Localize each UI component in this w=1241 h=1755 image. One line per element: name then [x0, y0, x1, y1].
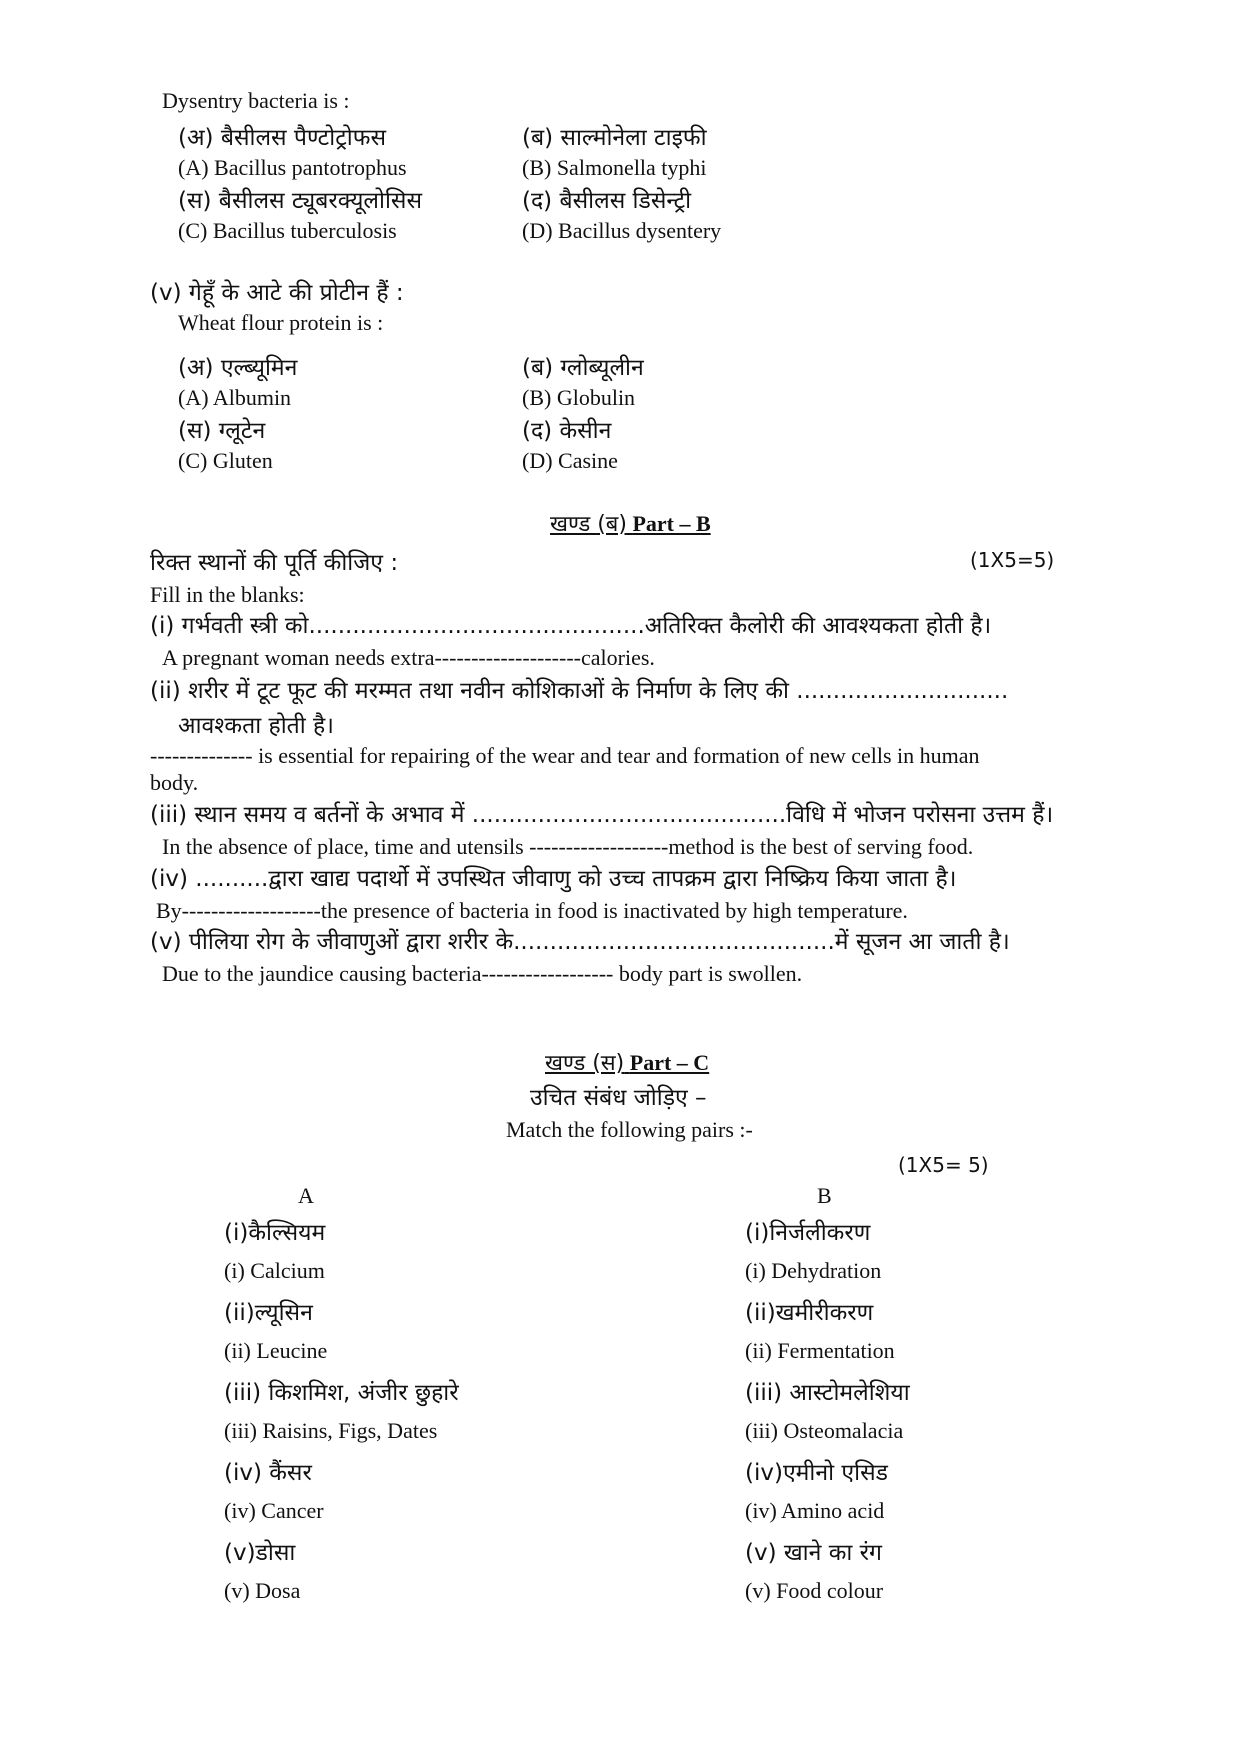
col-b-item-1-hi: (i)निर्जलीकरण: [745, 1220, 871, 1246]
part-b-heading: [550, 508, 711, 538]
col-b-item-1-en: (i) Dehydration: [745, 1258, 882, 1283]
q4-option-c-en: (C) Bacillus tuberculosis: [178, 218, 397, 243]
q4-option-d-en: (D) Bacillus dysentery: [522, 218, 722, 243]
col-a-item-1-hi: (i)कैल्सियम: [224, 1220, 326, 1246]
col-b-item-3-en: (iii) Osteomalacia: [745, 1418, 904, 1443]
col-a-item-2-hi: (ii)ल्यूसिन: [224, 1300, 313, 1326]
fill-2-en: -------------- is essential for repairing of the wear and tear and formation of new cells in human: [150, 743, 980, 768]
fill-3-en: In the absence of place, time and utensils -------------------method is the best of serving food.: [162, 834, 974, 859]
q5-option-d-hi: (द) केसीन: [522, 418, 612, 444]
q4-option-a-en: (A) Bacillus pantotrophus: [178, 155, 407, 180]
q4-option-b-en: (B) Salmonella typhi: [522, 155, 707, 180]
col-a-item-5-en: (v) Dosa: [224, 1578, 301, 1603]
col-a-item-5-hi: (v)डोसा: [224, 1540, 296, 1566]
fill-2-hi: (ii) शरीर में टूट फूट की मरम्मत तथा नवीन कोशिकाओं के निर्माण के लिए की .............................: [150, 678, 1009, 704]
col-b-item-3-hi: (iii) आस्टोमलेशिया: [745, 1380, 910, 1406]
part-c-instruction-hi: उचित संबंध जोड़िए –: [530, 1085, 707, 1111]
column-b-header: B: [817, 1183, 832, 1208]
q5-question-en: Wheat flour protein is :: [178, 310, 384, 335]
col-a-item-1-en: (i) Calcium: [224, 1258, 325, 1283]
part-b-heading-hi: खण्ड (ब): [550, 512, 627, 537]
q5-option-b-hi: (ब) ग्लोब्यूलीन: [522, 355, 644, 381]
col-b-item-5-hi: (v) खाने का रंग: [745, 1540, 883, 1566]
fill-4-en: By-------------------the presence of bacteria in food is inactivated by high temperature.: [156, 898, 908, 923]
col-b-item-5-en: (v) Food colour: [745, 1578, 884, 1603]
part-b-instruction-hi: रिक्त स्थानों की पूर्ति कीजिए :: [150, 550, 399, 576]
part-b-instruction-en: Fill in the blanks:: [150, 582, 305, 607]
q4-option-a-hi: (अ) बैसीलस पैण्टोट्रोफस: [178, 125, 387, 151]
q4-option-d-hi: (द) बैसीलस डिसेन्ट्री: [522, 188, 692, 214]
q5-question-hi: [150, 275, 404, 307]
part-c-instruction-en: Match the following pairs :-: [506, 1117, 753, 1142]
col-a-item-4-hi: (iv) कैंसर: [224, 1460, 312, 1486]
fill-5-en: Due to the jaundice causing bacteria------------------ body part is swollen.: [162, 961, 803, 986]
col-a-item-3-en: (iii) Raisins, Figs, Dates: [224, 1418, 438, 1443]
fill-1-en: A pregnant woman needs extra--------------------calories.: [162, 645, 655, 670]
fill-2-hi-line2: आवश्कता होती है।: [178, 713, 334, 739]
fill-1-hi: (i) गर्भवती स्त्री को..............................................अतिरिक्त कैलोरी की आवश्यकता होती है।: [150, 613, 992, 639]
q5-option-b-en: (B) Globulin: [522, 385, 636, 410]
part-c-heading: [545, 1047, 709, 1077]
q5-option-c-en: (C) Gluten: [178, 448, 273, 473]
part-b-heading-en: Part – B: [632, 511, 711, 536]
q4-option-b-hi: (ब) साल्मोनेला टाइफी: [522, 125, 707, 151]
fill-3-hi: (iii) स्थान समय व बर्तनों के अभाव में ...........................................विधि में भोजन परोसना उत्तम हैं।: [150, 802, 1054, 828]
q4-option-c-hi: (स) बैसीलस ट्यूबरक्यूलोसिस: [178, 188, 423, 214]
col-b-item-2-en: (ii) Fermentation: [745, 1338, 895, 1363]
fill-5-hi: (v) पीलिया रोग के जीवाणुओं द्वारा शरीर के............................................में सूजन आ जाती है।: [150, 929, 1010, 955]
q4-question-en: Dysentry bacteria is :: [162, 88, 350, 113]
q5-option-a-en: (A) Albumin: [178, 385, 292, 410]
q5-question-hi-text: गेहूँ के आटे की प्रोटीन हैं :: [188, 280, 404, 306]
q5-number: (v): [150, 280, 182, 306]
col-a-item-4-en: (iv) Cancer: [224, 1498, 324, 1523]
col-b-item-4-hi: (iv)एमीनो एसिड: [745, 1460, 888, 1486]
part-c-marks: (1X5= 5): [898, 1153, 989, 1177]
column-a-header: A: [298, 1183, 314, 1208]
col-b-item-4-en: (iv) Amino acid: [745, 1498, 885, 1523]
q5-option-c-hi: (स) ग्लूटेन: [178, 418, 266, 444]
col-a-item-2-en: (ii) Leucine: [224, 1338, 328, 1363]
col-b-item-2-hi: (ii)खमीरीकरण: [745, 1300, 874, 1326]
part-c-heading-hi: खण्ड (स): [545, 1051, 625, 1076]
q5-option-a-hi: (अ) एल्ब्यूमिन: [178, 355, 298, 381]
part-c-heading-en: Part – C: [629, 1050, 710, 1075]
part-b-marks: (1X5=5): [970, 548, 1055, 572]
col-a-item-3-hi: (iii) किशमिश, अंजीर छुहारे: [224, 1380, 459, 1406]
fill-2-en-line2: body.: [150, 770, 199, 795]
fill-4-hi: (iv) ..........द्वारा खाद्य पदार्थो में उपस्थित जीवाणु को उच्च तापक्रम द्वारा निष्क्रिय किया जाता है।: [150, 866, 957, 892]
q5-option-d-en: (D) Casine: [522, 448, 618, 473]
